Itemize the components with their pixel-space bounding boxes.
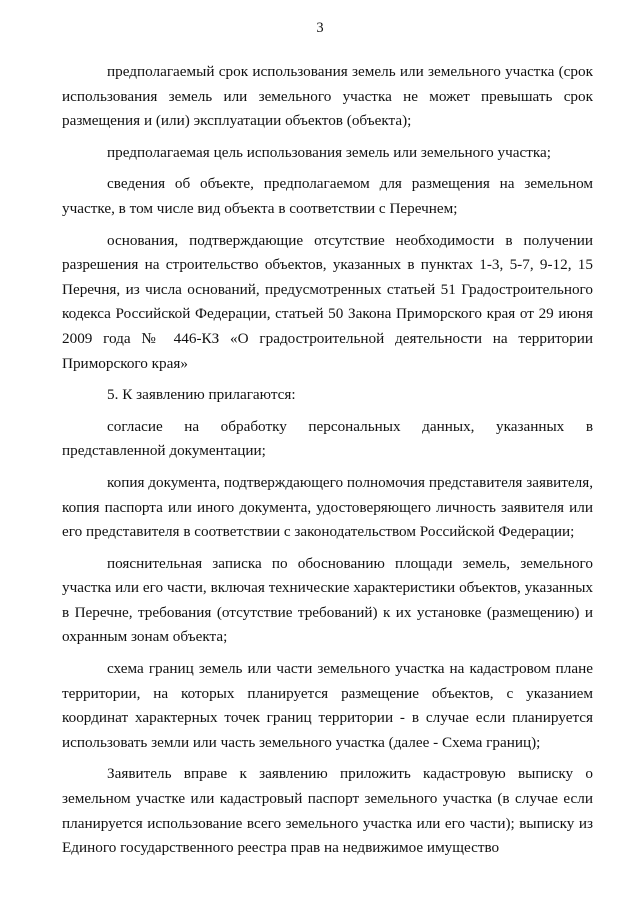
paragraph-personal-data-consent: согласие на обработку персональных данных, указанных в представленной документации;	[62, 417, 593, 460]
paragraph-explanatory-note: пояснительная записка по обоснованию площади земель, земельного участка или его части, включая технические характеристики объектов, указанных в Перечне, требования (отсутствие требований) к их установке (размещению) и охранным зонам объекта;	[62, 554, 593, 646]
paragraph-attachments-heading: 5. К заявлению прилагаются:	[107, 386, 296, 404]
paragraph-identity-documents: копия документа, подтверждающего полномочия представителя заявителя, копия паспорта или иного документа, удостоверяющего личность заявителя или его представителя в соответствии с законодательством Российской Федерации;	[62, 473, 593, 541]
paragraph-usage-term: предполагаемый срок использования земель или земельного участка (срок использования земель или земельного участка не может превышать срок размещения и (или) эксплуатации объектов (объекта);	[62, 63, 593, 130]
paragraph-boundary-scheme: схема границ земель или части земельного участка на кадастровом плане территории, на которых планируется размещение объектов, с указанием координат характерных точек границ территории - в случае если планируется использовать земли или часть земельного участка (далее - Схема границ);	[62, 660, 593, 751]
page-number: 3	[316, 20, 324, 36]
document-body	[62, 60, 593, 868]
paragraph-usage-purpose: предполагаемая цель использования земель или земельного участка;	[107, 143, 551, 161]
paragraph-permit-grounds: основания, подтверждающие отсутствие необходимости в получении разрешения на строительство объектов, указанных в пунктах 1-3, 5-7, 9-12, 15 Перечня, из числа оснований, предусмотренных статьей 51 Градостроительного кодекса Российской Федерации, статьей 50 Закона Приморского края от 29 июня 2009 года № 446-КЗ «О градостроительной деятельности на территории Приморского края»	[62, 231, 593, 372]
paragraph-object-info: сведения об объекте, предполагаемом для размещения на земельном участке, в том числе вид объекта в соответствии с Перечнем;	[62, 175, 593, 217]
paragraph-applicant-rights: Заявитель вправе к заявлению приложить кадастровую выписку о земельном участке или кадастровый паспорт земельного участка (в случае если планируется использование всего земельного участка или его части); выписку из Единого государственного реестра прав на недвижимое имущество	[62, 765, 593, 857]
